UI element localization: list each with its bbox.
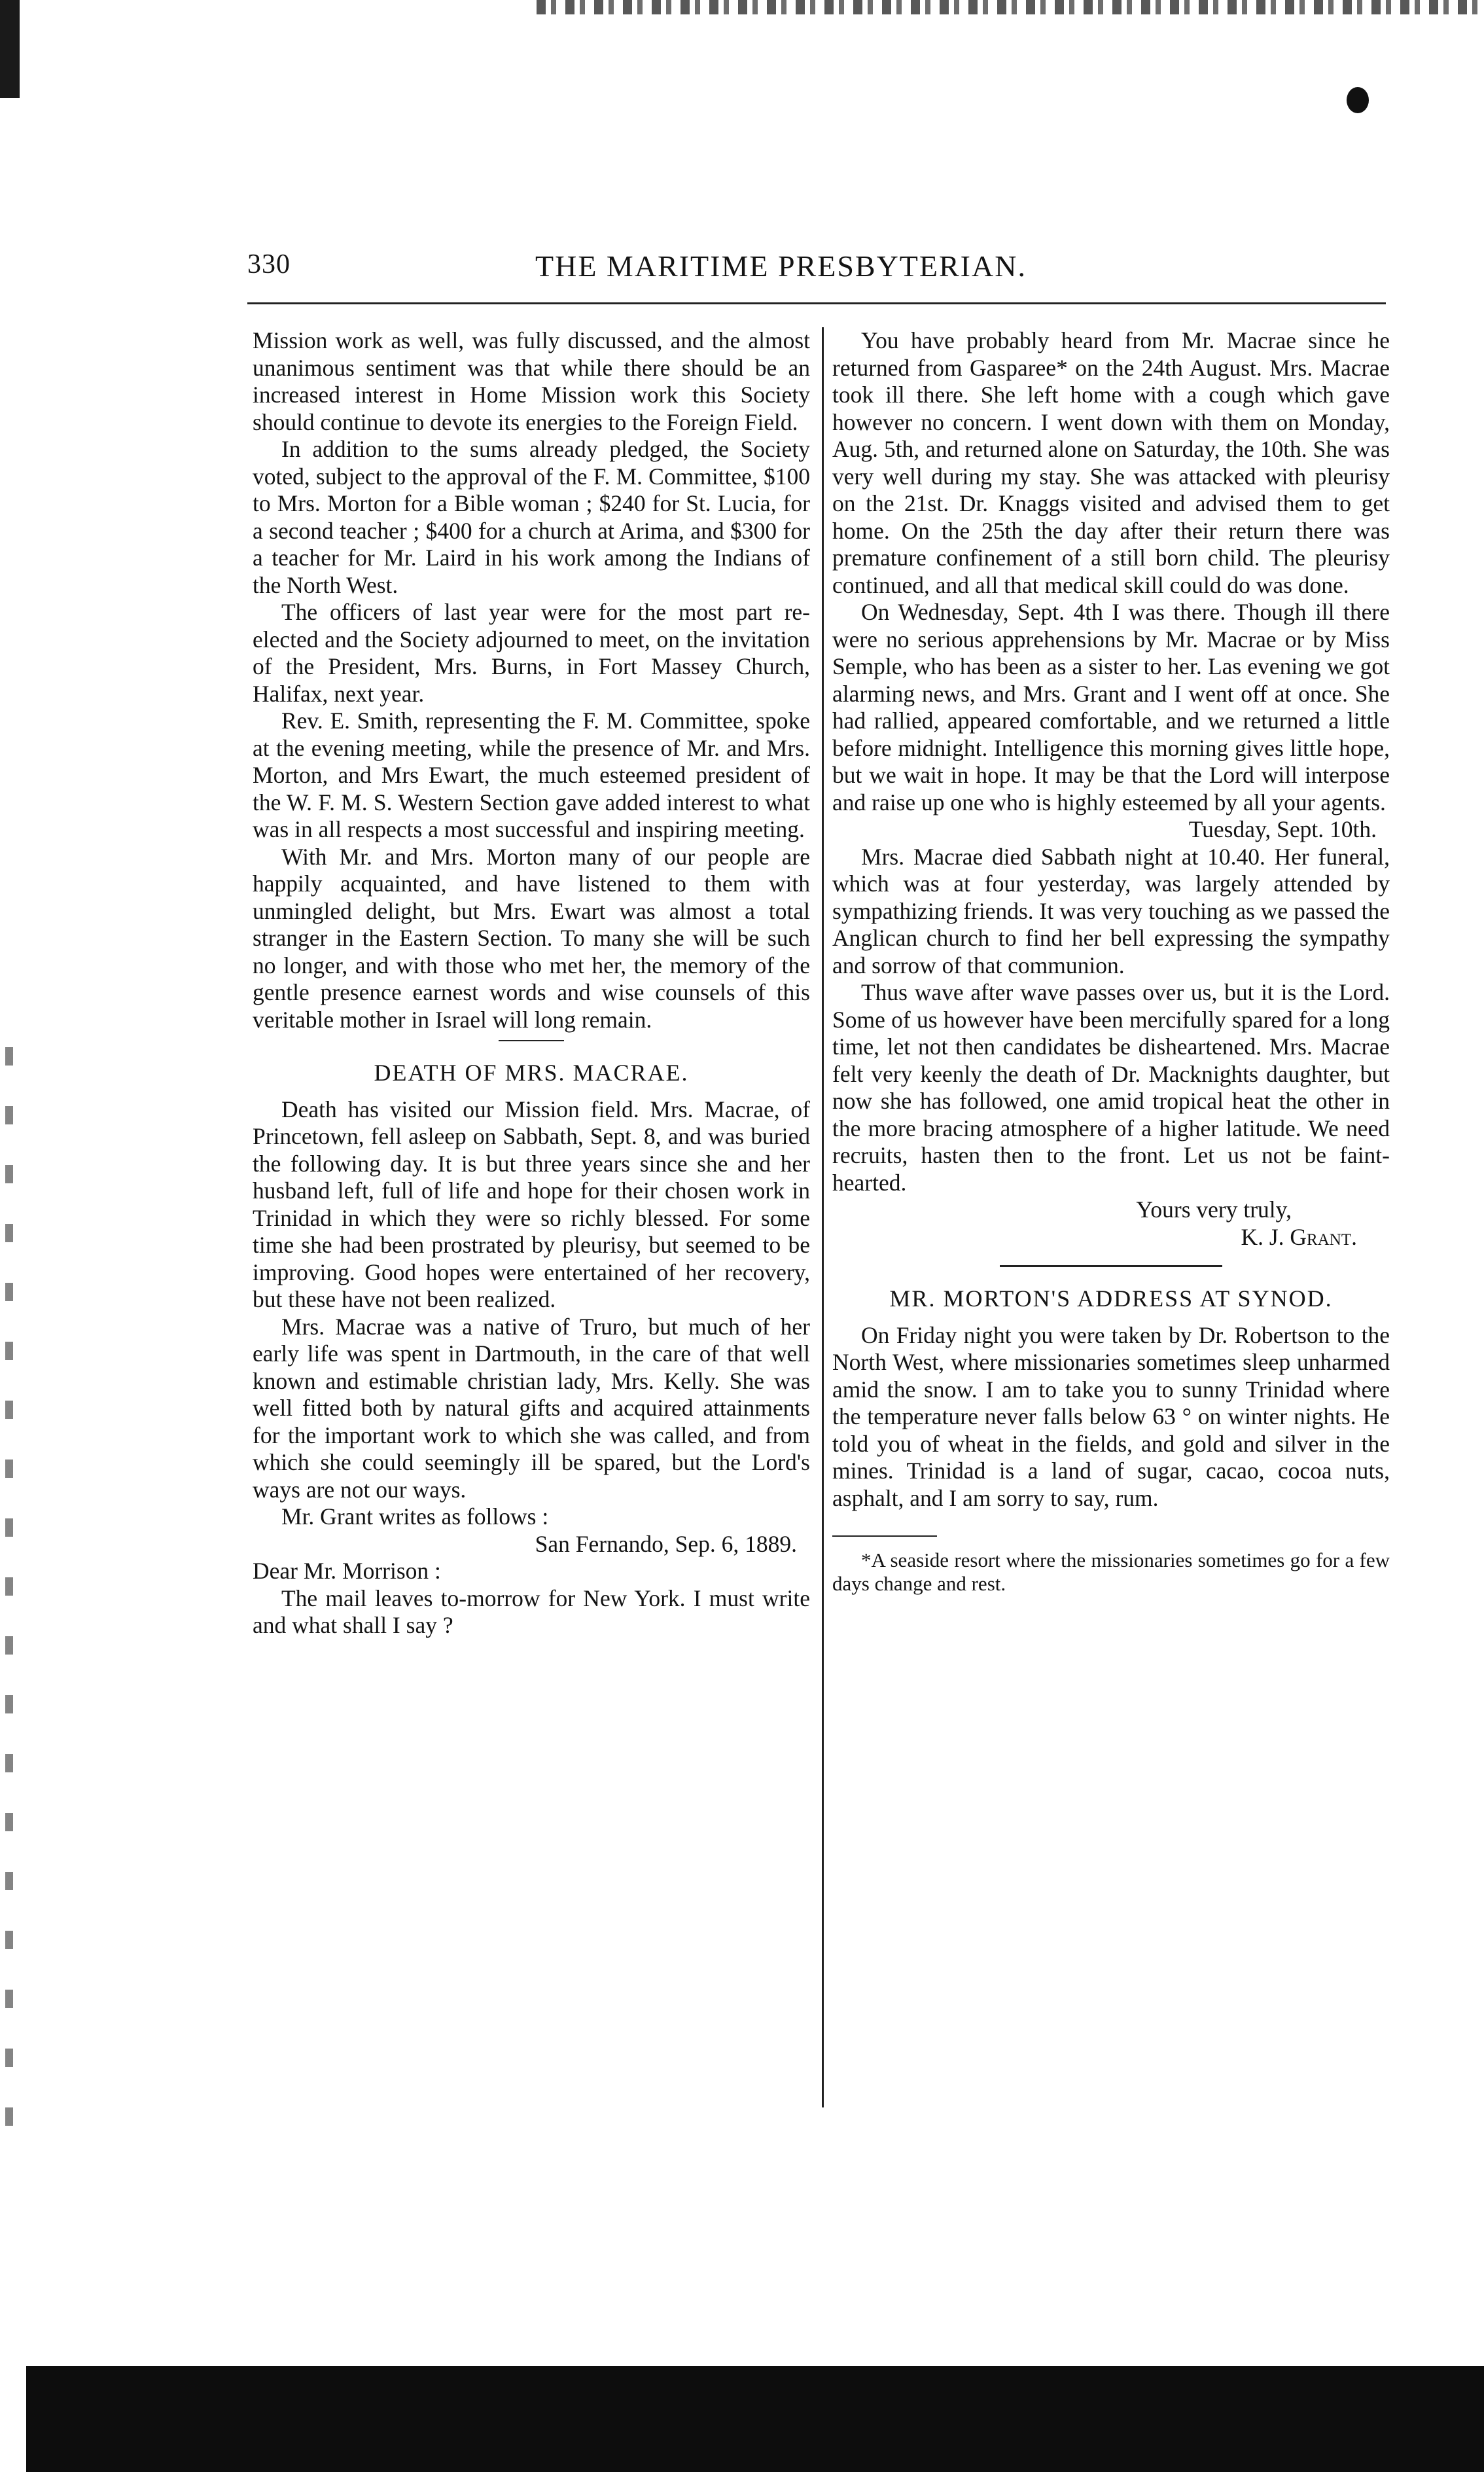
paragraph: The officers of last year were for the most part re-elected and the Society adjourned to meet, on the invitation of the President, Mrs. Burns, in Fort Massey Church, Halifax, next year. <box>253 599 810 707</box>
paragraph: Mr. Grant writes as follows : <box>281 1503 549 1530</box>
paragraph: Rev. E. Smith, representing the F. M. Committee, spoke at the evening meeting, while the presence of Mr. and Mrs. Morton, and Mrs Ewart, the much esteemed president of the W. F. M. S. Western Section gave added interest to what was in all respects a most successful and inspiring meeting. <box>253 708 810 842</box>
paragraph: Mission work as well, was fully discussed, and the almost unanimous sentiment was that while there should be an increased interest in Home Mission work this Society should continue to devote its energies to the Foreign Field. <box>253 327 810 435</box>
letter-dateline: San Fernando, Sep. 6, 1889. <box>535 1530 797 1557</box>
page-number: 330 <box>247 249 291 279</box>
footnote: *A seaside resort where the missionaries sometimes go for a few days change and rest. <box>832 1549 1390 1595</box>
paragraph: On Friday night you were taken by Dr. Robertson to the North West, where missionaries sometimes sleep unharmed amid the snow. I am to take you to sunny Trinidad where the temperature never falls below 63 ° on winter nights. He told you of wheat in the fields, and gold and silver in the mines. Trinidad is a land of sugar, cacao, cocoa nuts, asphalt, and I am sorry to say, rum. <box>832 1321 1390 1511</box>
paragraph: On Wednesday, Sept. 4th I was there. Though ill there were no serious apprehensions by Mr. Macrae or by Miss Semple, who has been as a sister to her. Las evening we got alarming news, and Mrs. Grant and I went off at once. She had rallied, appeared comfortable, and we returned a little before midnight. Intelligence this morning gives little hope, but we wait in hope. It may be that the Lord will interpose and raise up one who is highly esteemed by all your agents. <box>832 599 1390 815</box>
letter-signature: K. J. Grant. <box>1241 1223 1357 1250</box>
section-heading-death: DEATH OF MRS. MACRAE. <box>374 1060 689 1086</box>
paragraph: In addition to the sums already pledged, the Society voted, subject to the approval of the F. M. Committee, $100 to Mrs. Morton for a Bible woman ; $240 for St. Lucia, for a second teacher ; $400 for a church at Arima, and $300 for a teacher for Mr. Laird in his work among the Indians of the North West. <box>253 436 810 598</box>
paragraph: You have probably heard from Mr. Macrae since he returned from Gasparee* on the 24th August. Mrs. Macrae took ill there. She left home with a cough which gave however no concern. I went down with them on Monday, Aug. 5th, and returned alone on Saturday, the 10th. She was very well during my stay. She was attacked with pleurisy on the 21st. Dr. Knaggs visited and advised them to get home. On the 25th the day after their return there was premature confinement of a still born child. The pleurisy continued, and all that medical skill could do was done. <box>832 327 1390 598</box>
page-header <box>247 249 1386 291</box>
ink-blot <box>1347 87 1369 113</box>
paragraph: Thus wave after wave passes over us, but it is the Lord. Some of us however have been mercifully spared for a long time, let not then candidates be disheartened. Mrs. Macrae felt very keenly the death of Dr. Macknights daughter, but now she has followed, one amid tropical heat the other in the more bracing atmosphere of a higher latitude. We need recruits, hasten then to the front. Let us not be faint-hearted. <box>832 979 1390 1196</box>
section-divider <box>1000 1265 1222 1267</box>
column-rule <box>822 327 824 2107</box>
paragraph: With Mr. and Mrs. Morton many of our people are happily acquainted, and have listened to them with unmingled delight, but Mrs. Ewart was almost a total stranger in the Eastern Section. To many she will be such no longer, and with those who met her, the memory of the gentle presence earnest words and wise counsels of this veritable mother in Israel will long remain. <box>253 843 810 1033</box>
paragraph: Mrs. Macrae was a native of Truro, but much of her early life was spent in Dartmouth, in the care of that well known and estimable christian lady, Mrs. Kelly. She was well fitted both by natural gifts and acquired attainments for the important work to which she was called, and from which she could seemingly ill be spared, but the Lord's ways are not our ways. <box>253 1313 810 1503</box>
letter-salutation: Dear Mr. Morrison : <box>253 1558 441 1584</box>
journal-title: THE MARITIME PRESBYTERIAN. <box>535 249 1027 283</box>
footnote-rule <box>832 1535 937 1537</box>
letter-closing: Yours very truly, <box>1136 1196 1292 1223</box>
scan-specks <box>5 1047 13 2160</box>
header-rule <box>247 302 1386 304</box>
paragraph: Death has visited our Mission field. Mrs. Macrae, of Princetown, fell asleep on Sabbath, Sept. 8, and was buried the following day. It is but three years since she and her husband left, full of life and hope for their chosen work in Trinidad in which they were so richly blessed. For some time she had been prostrated by pleurisy, but seemed to be improving. Good hopes were entertained of her recovery, but these have not been realized. <box>253 1096 810 1312</box>
paragraph: The mail leaves to-morrow for New York. I must write and what shall I say ? <box>253 1585 810 1638</box>
section-heading-address: MR. MORTON'S ADDRESS AT SYNOD. <box>889 1285 1333 1312</box>
postscript-dateline: Tuesday, Sept. 10th. <box>1188 816 1377 842</box>
left-column <box>253 327 810 1639</box>
scan-edge-top <box>537 0 1484 14</box>
paragraph: Mrs. Macrae died Sabbath night at 10.40. Her funeral, which was at four yesterday, was largely attended by sympathizing friends. It was very touching as we passed the Anglican church to find her bell expressing the sympathy and sorrow of that communion. <box>832 843 1390 978</box>
right-column <box>832 327 1390 1596</box>
section-divider <box>499 1040 564 1041</box>
scan-edge-bottom <box>26 2366 1484 2472</box>
